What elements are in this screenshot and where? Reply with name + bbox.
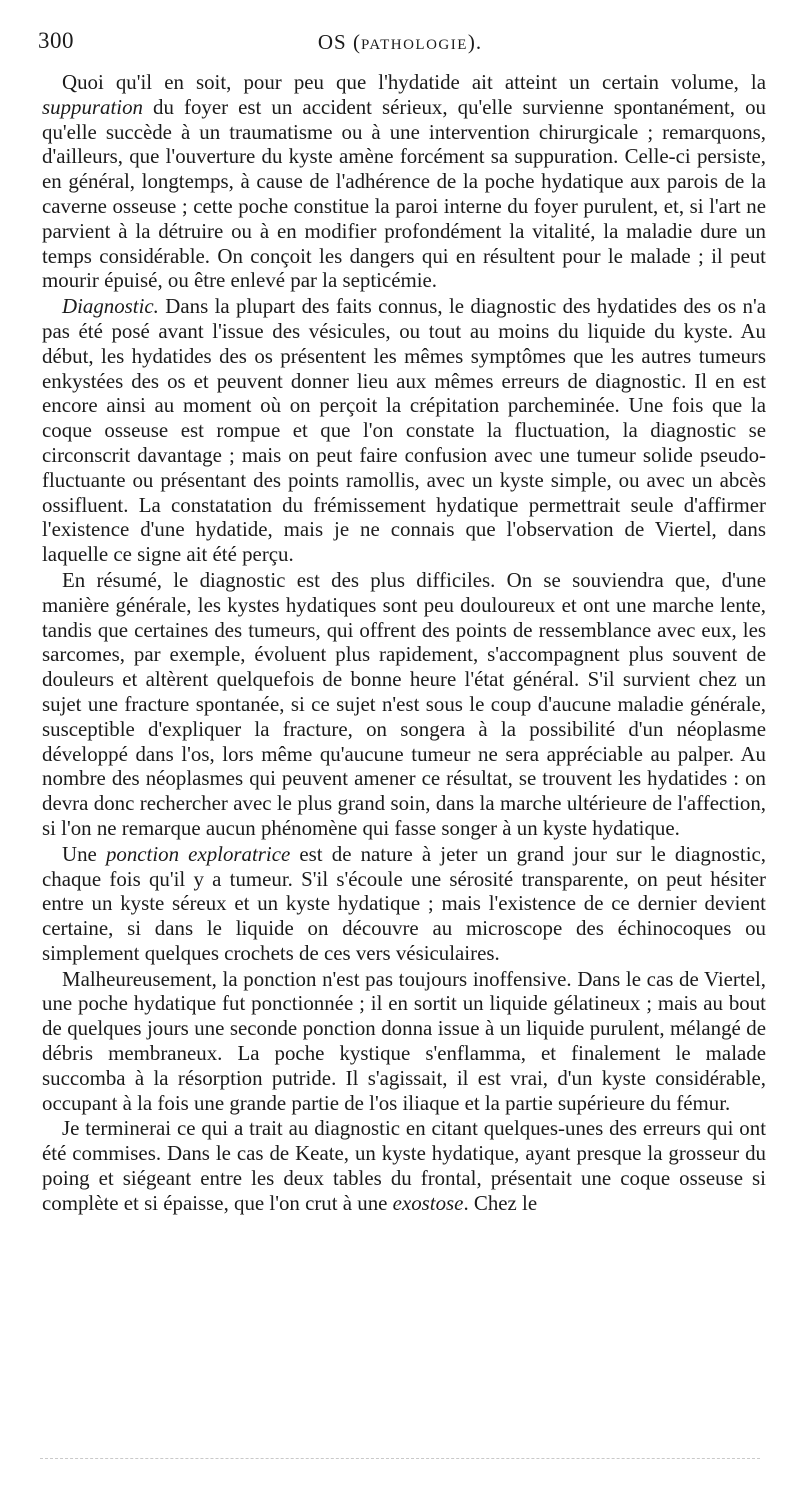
italic-term: ponction exploratrice <box>105 841 291 866</box>
paragraph-ponction <box>42 842 766 966</box>
text-run: Quoi qu'il en soit, pour peu que l'hydatide ait atteint un certain volume, la <box>62 70 766 94</box>
text-run: du foyer est un accident sérieux, qu'elle survienne spontanément, ou qu'elle succède à un traumatisme ou à une intervention chirurgicale ; remarquons, d'ailleurs, que l'ouverture du kyste amène forcément sa suppuration. Celle-ci persiste, en général, longtemps, à cause de l'adhérence de la poche hydatique aux parois de la caverne osseuse ; cette poche constitue la paroi interne du foyer purulent, et, si l'art ne parvient à la détruire ou à en modifier profondément la vitalité, la maladie dure un temps considérable. On conçoit les dangers qui en résultent pour le malade ; il peut mourir épuisé, ou être enlevé par la septicémie. <box>42 94 766 293</box>
paragraph-malheureusement: Malheureusement, la ponction n'est pas toujours inoffensive. Dans le cas de Viertel, une poche hydatique fut ponctionnée ; il en sortit un liquide gélatineux ; mais au bout de quelques jours une seconde ponction donna issue à un liquide purulent, mélangé de débris membraneux. La poche kystique s'enflamma, et finalement le malade succomba à la résorption putride. Il s'agissait, il est vrai, d'un kyste considérable, occupant à la fois une grande partie de l'os iliaque et la partie supérieure du fémur. <box>42 966 766 1115</box>
italic-term: suppuration <box>42 94 143 119</box>
text-run: Dans la plupart des faits connus, le diagnostic des hydatides des os n'a pas été posé avant l'issue des vésicules, ou tout au moins du liquide du kyste. Au début, les hydatides des os présentent les mêmes symptômes que les autres tumeurs enkystées des os et peuvent donner lieu aux mêmes erreurs de diagnostic. Il en est encore ainsi au moment où on perçoit la crépitation parcheminée. Une fois que la coque osseuse est rompue et que l'on constate la fluctuation, la diagnostic se circonscrit davantage ; mais on peut faire confusion avec une tumeur solide pseudo-fluctuante ou présentant des points ramollis, avec un kyste simple, ou avec un abcès ossifluent. La constatation du frémissement hydatique permettrait seule d'affirmer l'existence d'une hydatide, mais je ne connais que l'observation de Viertel, dans laquelle ce signe ait été perçu. <box>42 294 766 567</box>
running-title <box>38 30 762 55</box>
paragraph-diagnostic <box>42 294 766 567</box>
italic-term: exostose <box>392 1190 464 1215</box>
running-title-small-caps: PATHOLOGIE <box>360 37 468 53</box>
paragraph-resume: En résumé, le diagnostic est des plus difficiles. On se souviendra que, d'une manière générale, les kystes hydatiques sont peu douloureux et ont une marche lente, tandis que certaines des tumeurs, qui offrent des points de ressemblance avec eux, les sarcomes, par exemple, évoluent plus rapidement, s'accompagnent plus souvent de douleurs et altèrent quelquefois de bonne heure l'état général. S'il survient chez un sujet une fracture spontanée, si ce sujet n'est sous le coup d'aucune maladie générale, susceptible d'expliquer la fracture, on songera à la possibilité d'un néoplasme développé dans l'os, lors même qu'aucune tumeur ne sera appréciable au palper. Au nombre des néoplasmes qui peuvent amener ce résultat, se trouvent les hydatides : on devra donc rechercher avec le plus grand soin, dans la marche ultérieure de l'affection, si l'on ne remarque aucun phénomène qui fasse songer à un kyste hydatique. <box>42 567 766 840</box>
text-run: Une <box>62 841 106 866</box>
running-head <box>38 28 762 58</box>
paragraph-suppuration <box>42 70 766 293</box>
text-run: est de nature à jeter un grand jour sur le diagnostic, chaque fois qu'il y a tumeur. S'il s'écoule une sérosité transparente, on peut hésiter entre un kyste séreux et un kyste hydatique ; mais l'existence de ce dernier devient certaine, si dans le liquide on découvre au microscope des échinocoques ou simplement quelques crochets de ces vers vésiculaires. <box>42 841 766 965</box>
text-run: Je terminerai ce qui a trait au diagnostic en citant quelques-unes des erreurs qui ont été commises. Dans le cas de Keate, un kyste hydatique, ayant presque la grosseur du poing et siégeant entre les deux tables du frontal, présentait une coque osseuse si complète et si épaisse, que l'on crut à une <box>42 1116 766 1215</box>
section-heading-inline: Diagnostic. <box>62 294 159 319</box>
body-text <box>42 70 766 1216</box>
page-number: 300 <box>38 28 74 53</box>
running-title-main: OS ( <box>317 30 361 54</box>
running-title-end: ). <box>467 30 483 54</box>
text-run: . Chez le <box>463 1190 538 1215</box>
paragraph-erreurs <box>42 1116 766 1215</box>
scan-artifact-line <box>40 1458 760 1459</box>
